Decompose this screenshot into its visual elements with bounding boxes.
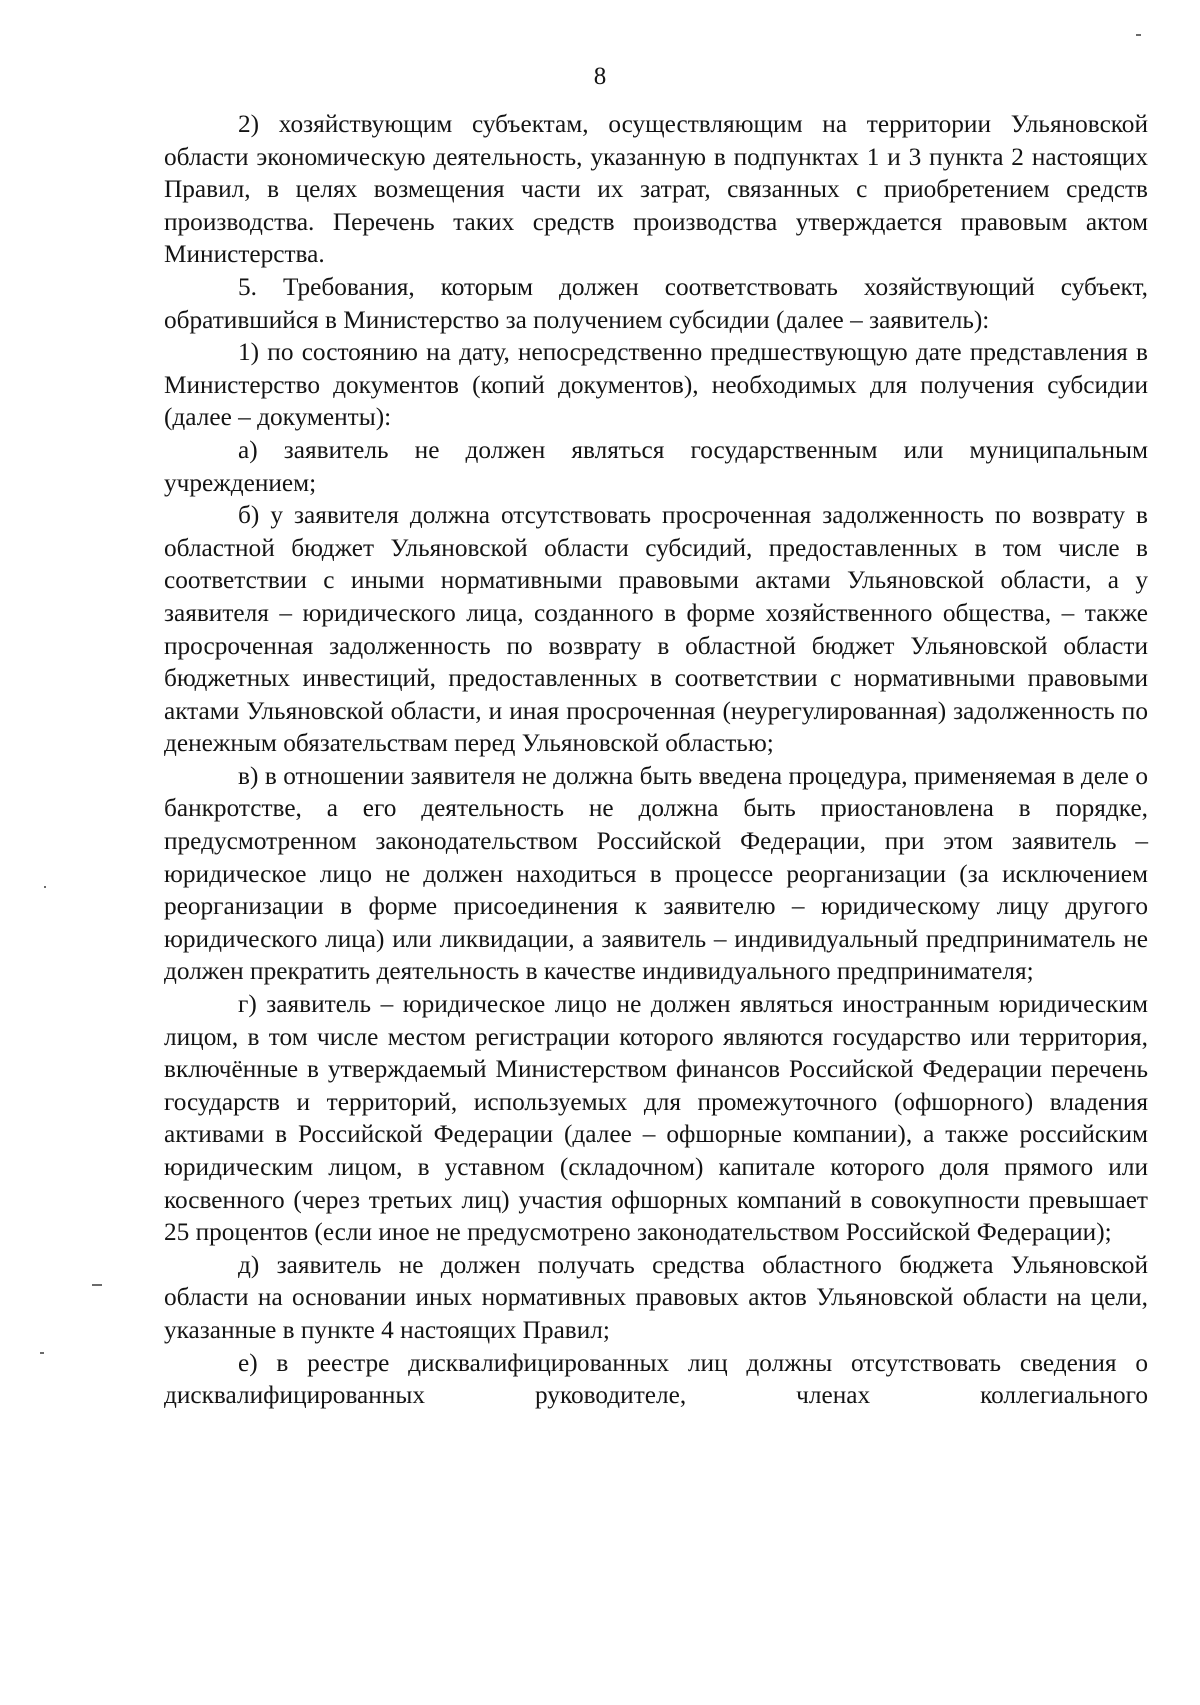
paragraph-5-1-b: б) у заявителя должна отсутствовать просроченная задолженность по возврату в областной бюджет Ульяновской области субсидий, предоставленных в том числе в соответствии с иными нормативными правовыми актами Ульяновской области, а у заявителя – юридического лица, созданного в форме хозяйственного общества, – также просроченная задолженность по возврату в областной бюджет Ульяновской области бюджетных инвестиций, предоставленных в соответствии с нормативными правовыми актами Ульяновской области, и иная просроченная (неурегулированная) задолженность по денежным обязательствам перед Ульяновской областью; <box>164 501 1148 758</box>
paragraph-5-1-a: а) заявитель не должен являться государственным или муниципальным учреждением; <box>164 435 1148 497</box>
paragraph-5-1-v: в) в отношении заявителя не должна быть введена процедура, применяемая в деле о банкротстве, а его деятельность не должна быть приостановлена в порядке, предусмотренном законодательством Российской Федерации, при этом заявитель – юридическое лицо не должен находиться в процессе реорганизации (за исключением реорганизации в форме присоединения к заявителю – юридическому лицу другого юридического лица) или ликвидации, а заявитель – индивидуальный предприниматель не должен прекратить деятельность в качестве индивидуального предпринимателя; <box>164 761 1148 986</box>
scan-speck <box>44 886 46 888</box>
scan-speck <box>92 1284 102 1286</box>
scan-speck <box>1136 34 1141 36</box>
paragraph-5-1: 1) по состоянию на дату, непосредственно предшествующую дате представления в Министерство документов (копий документов), необходимых для получения субсидии (далее – документы): <box>164 338 1148 432</box>
document-body <box>164 108 1148 1412</box>
paragraph-4-2: 2) хозяйствующим субъектам, осуществляющим на территории Ульяновской области экономическую деятельность, указанную в подпунктах 1 и 3 пункта 2 настоящих Правил, в целях возмещения части их затрат, связанных с приобретением средств производства. Перечень таких средств производства утверждается правовым актом Министерства. <box>164 110 1148 269</box>
paragraph-5-intro: 5. Требования, которым должен соответствовать хозяйствующий субъект, обратившийся в Министерство за получением субсидии (далее – заявитель): <box>164 272 1148 334</box>
paragraph-5-1-g: г) заявитель – юридическое лицо не должен являться иностранным юридическим лицом, в том числе местом регистрации которого являются государство или территория, включённые в утверждаемый Министерством финансов Российской Федерации перечень государств и территорий, используемых для промежуточного (офшорного) владения активами в Российской Федерации (далее – офшорные компании), а также российским юридическим лицом, в уставном (складочном) капитале которого доля прямого или косвенного (через третьих лиц) участия офшорных компаний в совокупности превышает 25 процентов (если иное не предусмотрено законодательством Российской Федерации); <box>164 990 1148 1247</box>
paragraph-5-1-e: е) в реестре дисквалифицированных лиц должны отсутствовать сведения о дисквалифицированных руководителе, членах коллегиального <box>164 1348 1148 1410</box>
paragraph-5-1-d: д) заявитель не должен получать средства областного бюджета Ульяновской области на основании иных нормативных правовых актов Ульяновской области на цели, указанные в пункте 4 настоящих Правил; <box>164 1250 1148 1344</box>
scan-speck <box>40 1352 44 1354</box>
page-number: 8 <box>593 63 607 90</box>
